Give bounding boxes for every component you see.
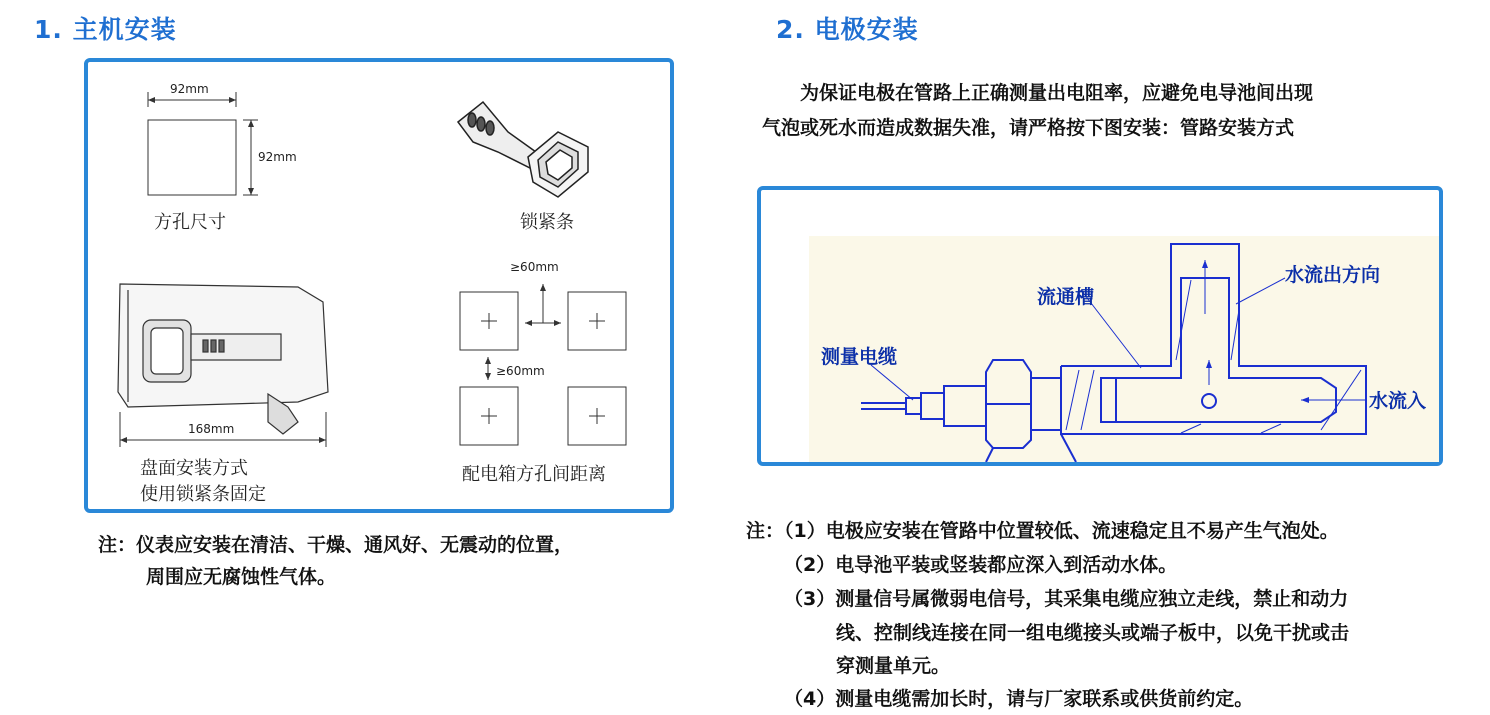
right-note-1: 注：（1）电极应安装在管路中位置较低、流速稳定且不易产生气泡处。 (746, 520, 1339, 542)
lock-strip-shape (458, 102, 588, 197)
host-install-frame (84, 58, 674, 513)
dim-60-middle: ≥60mm (496, 364, 545, 378)
label-panel-mount-1: 盘面安装方式 (140, 458, 248, 479)
section-title-host-install: 1. 主机安装 (34, 15, 177, 44)
label-water-out: 水流出方向 (1285, 264, 1381, 286)
host-install-drawings (88, 62, 670, 509)
section-title-electrode-install: 2. 电极安装 (776, 15, 919, 44)
right-note-3: （3）测量信号属微弱电信号，其采集电缆应独立走线，禁止和动力 (784, 588, 1349, 610)
dim-60-top: ≥60mm (510, 260, 559, 274)
dim-168: 168mm (188, 422, 235, 436)
intro-line2: 气泡或死水而造成数据失准，请严格按下图安装：管路安装方式 (762, 117, 1295, 139)
label-square-hole: 方孔尺寸 (154, 212, 226, 233)
electrode-install-diagram (761, 190, 1439, 462)
meter-side-view-shape (118, 284, 328, 434)
right-note-4: （4）测量电缆需加长时，请与厂家联系或供货前约定。 (784, 688, 1254, 710)
intro-line1: 为保证电极在管路上正确测量出电阻率，应避免电导池间出现 (800, 82, 1314, 104)
left-note-line2: 周围应无腐蚀性气体。 (146, 566, 337, 588)
right-note-2: （2）电导池平装或竖装都应深入到活动水体。 (784, 554, 1178, 576)
label-lock-strip: 锁紧条 (520, 212, 574, 233)
label-flow-groove: 流通槽 (1037, 286, 1095, 308)
electrode-install-frame (757, 186, 1443, 466)
label-box-spacing: 配电箱方孔间距离 (462, 464, 606, 485)
right-note-3-cont2: 穿测量单元。 (836, 655, 951, 677)
label-water-in: 水流入 (1369, 390, 1427, 412)
left-note-line1: 注：仪表应安装在清洁、干燥、通风好、无震动的位置， (98, 534, 574, 556)
label-panel-mount-2: 使用锁紧条固定 (140, 484, 266, 505)
right-note-3-cont: 线、控制线连接在同一组电缆接头或端子板中，以免干扰或击 (836, 622, 1350, 644)
dim-92-vertical: 92mm (258, 150, 297, 164)
dim-92-horizontal: 92mm (170, 82, 209, 96)
square-hole-shape (148, 120, 236, 195)
label-cable: 测量电缆 (821, 346, 898, 368)
